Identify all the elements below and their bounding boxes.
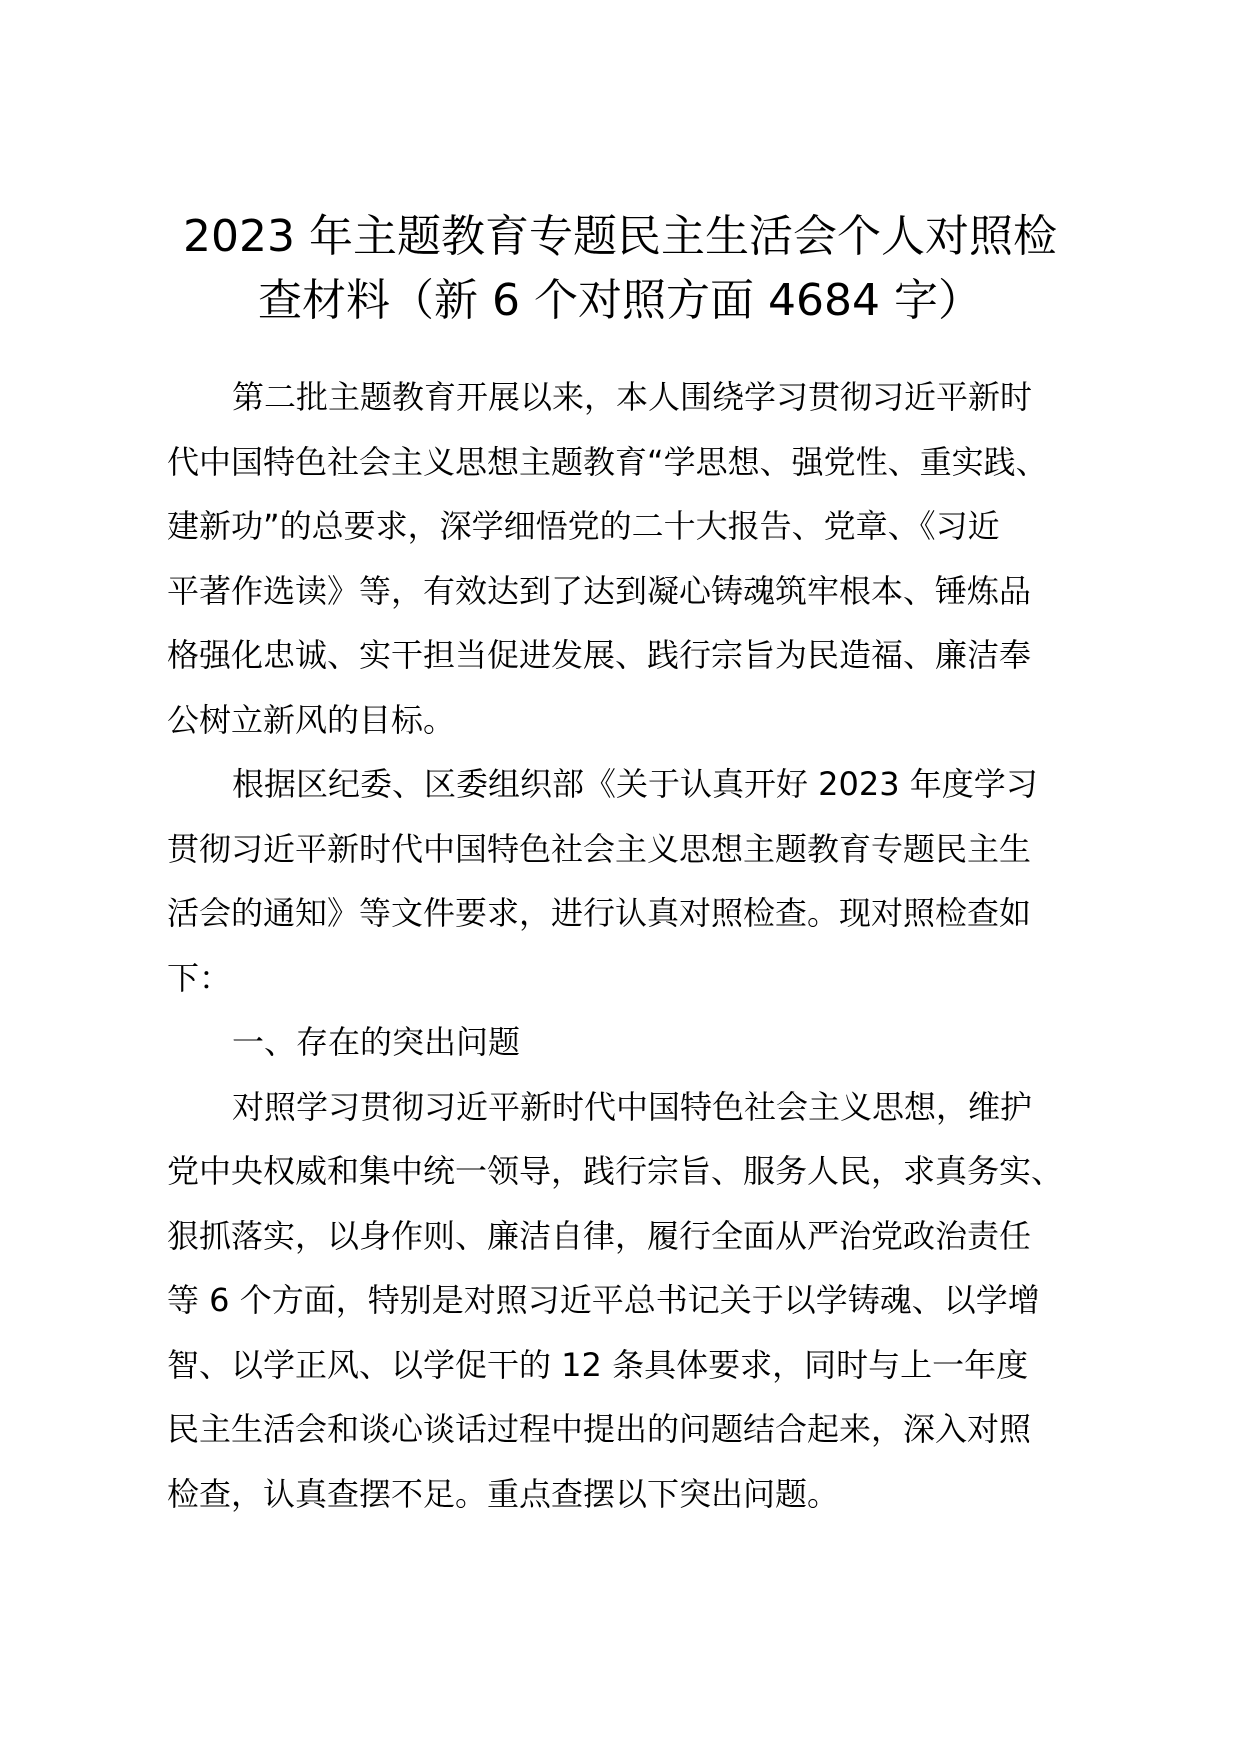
title-line-2: 查材料（新 6 个对照方面 4684 字）: [258, 275, 982, 326]
text-line: 根据区纪委、区委组织部《关于认真开好 2023 年度学习: [232, 765, 1038, 803]
text-line: 代中国特色社会主义思想主题教育“学思想、强党性、重实践、: [167, 442, 1048, 481]
text-line: 民主生活会和谈心谈话过程中提出的问题结合起来，深入对照: [167, 1410, 1032, 1448]
text-line: 贯彻习近平新时代中国特色社会主义思想主题教育专题民主生: [167, 829, 1032, 868]
text-line: 第二批主题教育开展以来，本人围绕学习贯彻习近平新时: [232, 378, 1033, 416]
text-line: 对照学习贯彻习近平新时代中国特色社会主义思想，维护: [232, 1087, 1033, 1126]
text-line: 狠抓落实，以身作则、廉洁自律，履行全面从严治党政治责任: [167, 1216, 1032, 1255]
title-line-1: 2023 年主题教育专题民主生活会个人对照检: [183, 211, 1057, 262]
text-line: 活会的通知》等文件要求，进行认真对照检查。现对照检查如: [167, 894, 1032, 932]
text-line: 智、以学正风、以学促干的 12 条具体要求，同时与上一年度: [167, 1345, 1029, 1384]
text-line: 建新功”的总要求，深学细悟党的二十大报告、党章、《习近: [167, 507, 1000, 545]
text-line: 平著作选读》等，有效达到了达到凝心铸魂筑牢根本、锤炼品: [167, 571, 1032, 610]
heading-line: 一、存在的突出问题: [232, 1023, 521, 1061]
text-line: 格强化忠诚、实干担当促进发展、践行宗旨为民造福、廉洁奉: [167, 636, 1032, 674]
paragraph-basis: [167, 752, 1112, 1010]
paragraph-intro: [167, 365, 1112, 752]
text-line: 下：: [167, 958, 232, 997]
text-line: 等 6 个方面，特别是对照习近平总书记关于以学铸魂、以学增: [167, 1281, 1040, 1319]
document-body: [167, 365, 1112, 1526]
text-line: 公树立新风的目标。: [167, 700, 456, 739]
document-title: [150, 205, 1090, 333]
text-line: 检查，认真查摆不足。重点查摆以下突出问题。: [167, 1474, 840, 1513]
text-line: 党中央权威和集中统一领导，践行宗旨、服务人民，求真务实、: [167, 1152, 1064, 1190]
paragraph-problems: [167, 1075, 1112, 1527]
section-heading: [167, 1010, 1112, 1075]
